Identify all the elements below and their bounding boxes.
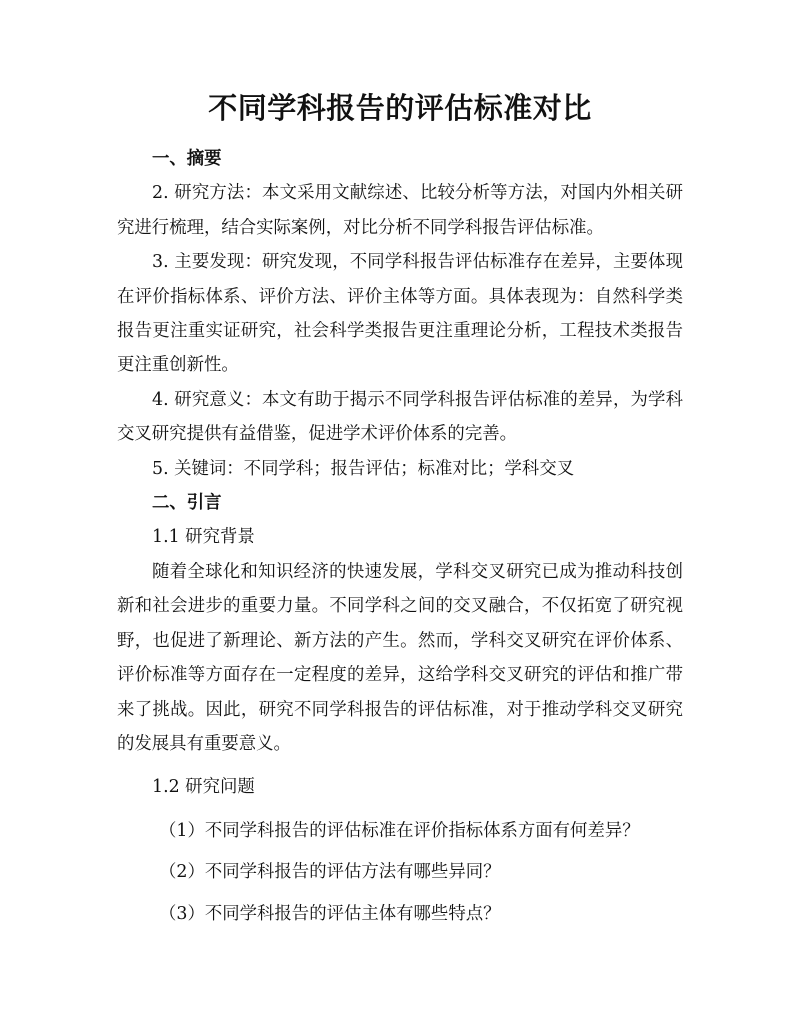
paragraph-main-findings: 3. 主要发现：研究发现，不同学科报告评估标准存在差异，主要体现在评价指标体系、评价方法、评价主体等方面。具体表现为：自然科学类报告更注重实证研究，社会科学类报告更注重理论分析，工程技术类报告更注重创新性。	[117, 252, 683, 376]
subsection-heading-background: 1.1 研究背景	[152, 527, 255, 548]
paragraph-background: 随着全球化和知识经济的快速发展，学科交叉研究已成为推动科技创新和社会进步的重要力量。不同学科之间的交叉融合，不仅拓宽了研究视野，也促进了新理论、新方法的产生。然而，学科交叉研究在评价体系、评价标准等方面存在一定程度的差异，这给学科交叉研究的评估和推广带来了挑战。因此，研究不同学科报告的评估标准，对于推动学科交叉研究的发展具有重要意义。	[117, 561, 683, 754]
research-question-item: （2）不同学科报告的评估方法有哪些异同？	[159, 862, 501, 883]
paragraph-research-significance: 4. 研究意义：本文有助于揭示不同学科报告评估标准的差异，为学科交叉研究提供有益借鉴，促进学术评价体系的完善。	[117, 389, 683, 445]
section-heading-abstract: 一、摘要	[152, 149, 222, 169]
paragraph-keywords: 5. 关键词：不同学科；报告评估；标准对比；学科交叉	[152, 458, 575, 479]
paragraph-research-methods: 2. 研究方法：本文采用文献综述、比较分析等方法，对国内外相关研究进行梳理，结合实际案例，对比分析不同学科报告评估标准。	[117, 183, 683, 238]
research-question-item: （1）不同学科报告的评估标准在评价指标体系方面有何差异？	[159, 820, 640, 841]
subsection-heading-questions: 1.2 研究问题	[152, 777, 255, 798]
document-body	[117, 142, 683, 938]
document-title: 不同学科报告的评估标准对比	[208, 91, 592, 125]
research-question-item: （3）不同学科报告的评估主体有哪些特点？	[159, 903, 501, 924]
section-heading-introduction: 二、引言	[152, 493, 222, 514]
